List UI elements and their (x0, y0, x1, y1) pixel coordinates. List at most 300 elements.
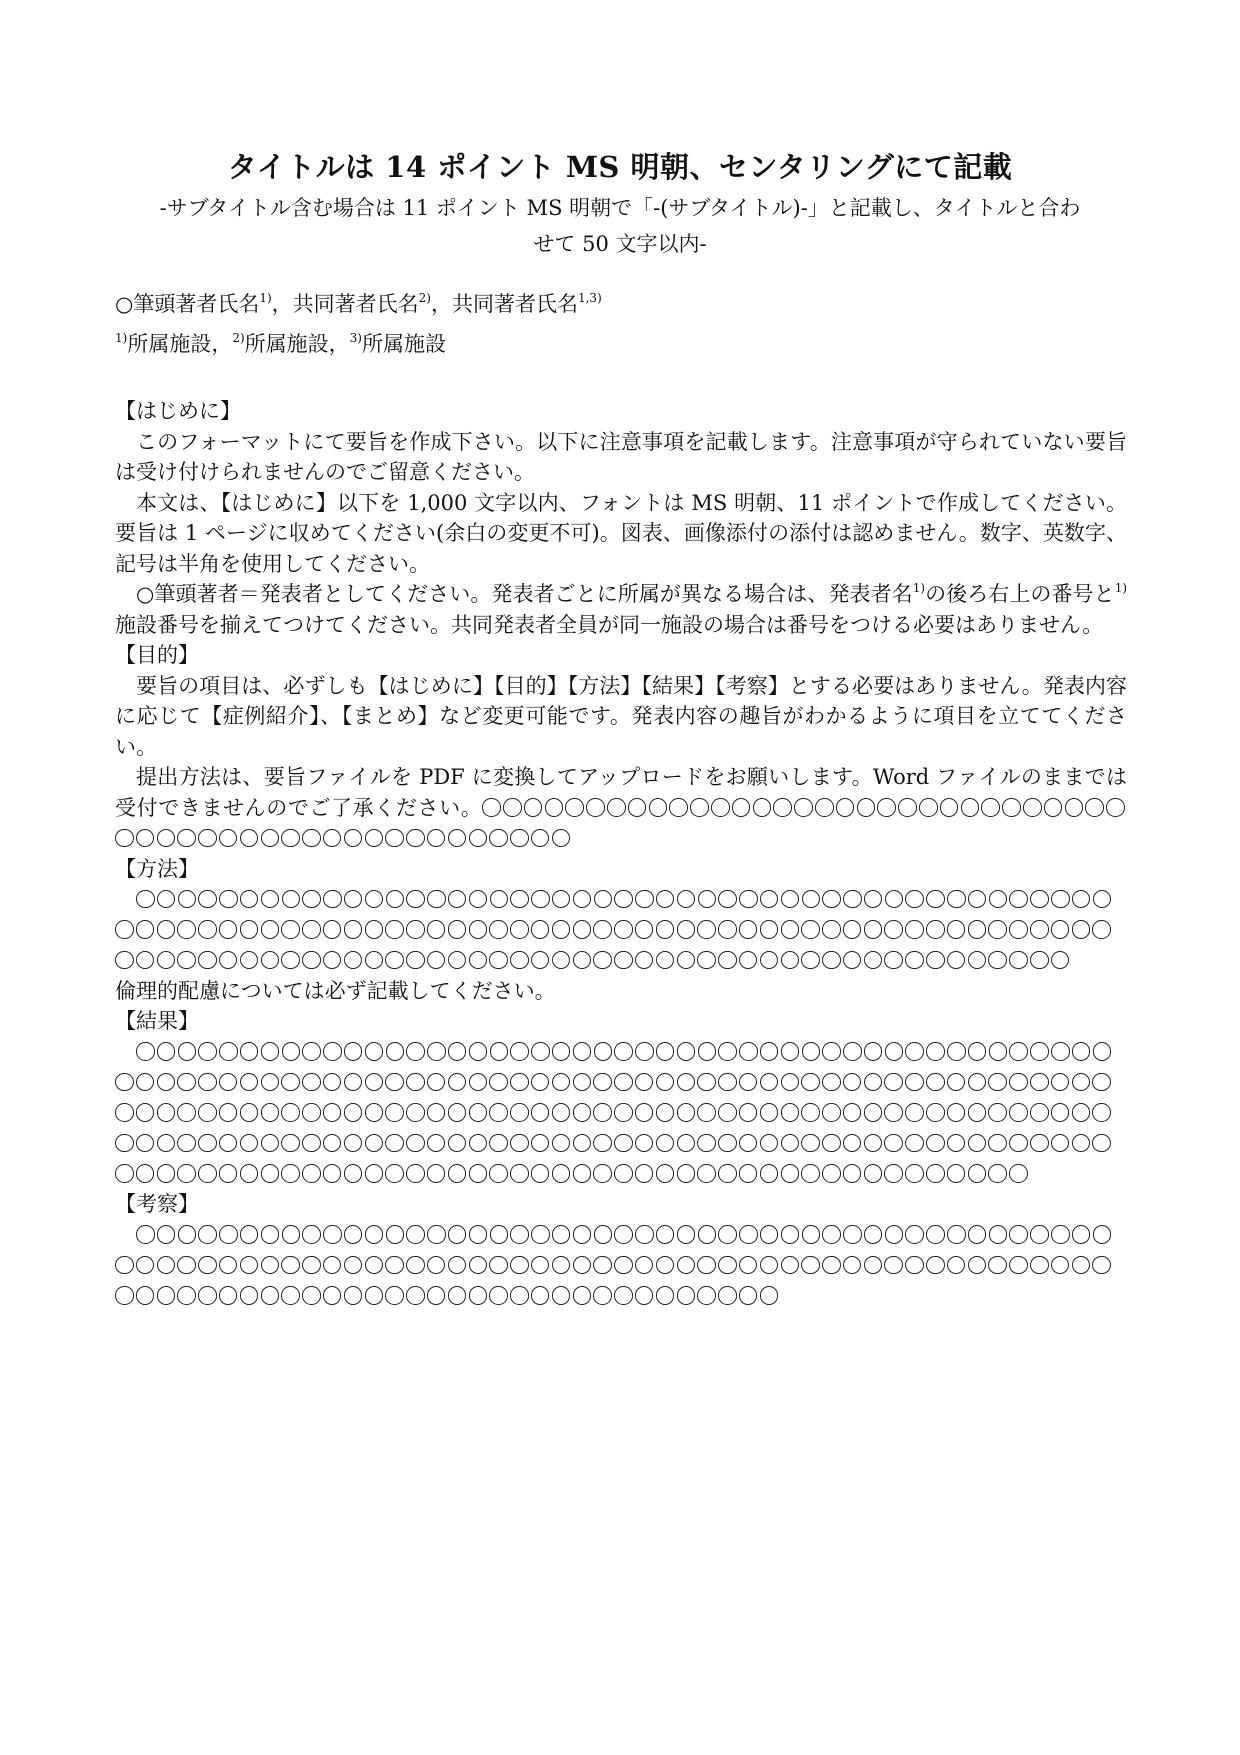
placeholder-circle (282, 1042, 301, 1061)
placeholder-circle (365, 1073, 384, 1092)
placeholder-circle (448, 920, 467, 939)
placeholder-circle (669, 798, 688, 817)
placeholder-circle (281, 1286, 300, 1305)
placeholder-circle (469, 890, 488, 909)
placeholder-circle (593, 1103, 612, 1122)
placeholder-circle (1085, 798, 1104, 817)
placeholder-circle (718, 1134, 737, 1153)
placeholder-circle (677, 1073, 696, 1092)
placeholder-circle (344, 1256, 363, 1275)
placeholder-circle (947, 920, 966, 939)
placeholder-circle (1072, 1073, 1091, 1092)
placeholder-circle (552, 1225, 571, 1244)
placeholder-circle (1051, 1073, 1070, 1092)
placeholder-circle (905, 1164, 924, 1183)
placeholder-circle (261, 829, 280, 848)
placeholder-circle (302, 920, 321, 939)
placeholder-circle (406, 920, 425, 939)
section-heading-intro: 【はじめに】 (115, 399, 241, 423)
placeholder-circle (448, 1225, 467, 1244)
placeholder-circle (510, 890, 529, 909)
placeholder-circle (1044, 798, 1063, 817)
placeholder-circle (489, 951, 508, 970)
placeholder-circle (323, 1073, 342, 1092)
placeholder-circle (1092, 1103, 1111, 1122)
placeholder-circle (365, 1286, 384, 1305)
placeholder-circle (302, 890, 321, 909)
placeholder-circle (219, 1256, 238, 1275)
placeholder-circle (614, 1134, 633, 1153)
placeholder-circle (365, 1103, 384, 1122)
abstract-body (115, 396, 1127, 1311)
placeholder-circle (1009, 1256, 1028, 1275)
placeholder-circle (822, 1073, 841, 1092)
placeholder-circle (406, 829, 425, 848)
placeholder-circle (489, 1073, 508, 1092)
placeholder-circle (427, 1042, 446, 1061)
placeholder-circle (510, 1103, 529, 1122)
placeholder-circle (157, 1073, 176, 1092)
placeholder-circle (427, 890, 446, 909)
placeholder-circle (385, 951, 404, 970)
placeholder-circle (469, 829, 488, 848)
placeholder-circle (968, 1225, 987, 1244)
placeholder-circle (843, 1256, 862, 1275)
placeholder-circle (781, 1042, 800, 1061)
placeholder-circle (1009, 1134, 1028, 1153)
placeholder-circle (261, 1073, 280, 1092)
placeholder-circle (884, 951, 903, 970)
placeholder-circle (261, 890, 280, 909)
placeholder-circle (1030, 951, 1049, 970)
placeholder-circle (157, 1164, 176, 1183)
placeholder-circle (385, 1286, 404, 1305)
placeholder-circle (552, 890, 571, 909)
placeholder-circle (961, 798, 980, 817)
placeholder-circle (240, 1134, 259, 1153)
placeholder-circle (781, 951, 800, 970)
author-line (115, 288, 602, 320)
placeholder-circle (157, 1042, 176, 1061)
placeholder-circle (593, 1286, 612, 1305)
placeholder-circle (1092, 1134, 1111, 1153)
placeholder-circle (843, 1164, 862, 1183)
placeholder-circle (281, 920, 300, 939)
placeholder-circle (864, 890, 883, 909)
placeholder-circle (136, 951, 155, 970)
results-placeholder (115, 1037, 1127, 1190)
placeholder-circle (926, 1042, 945, 1061)
placeholder-circle (884, 1134, 903, 1153)
intro-paragraph-2: 本文は、【はじめに】以下を 1,000 文字以内、フォントは MS 明朝、11 ポイントで作成してください。要旨は 1 ページに収めてください(余白の変更不可)。図表、画像添付の添付は認めません。数字、英数字、記号は半角を使用してください。 (115, 490, 1127, 576)
placeholder-circle (157, 1103, 176, 1122)
placeholder-circle (718, 1225, 737, 1244)
placeholder-circle (177, 1256, 196, 1275)
placeholder-circle (697, 1134, 716, 1153)
section-heading-discussion: 【考察】 (115, 1192, 199, 1216)
placeholder-circle (469, 1286, 488, 1305)
placeholder-circle (281, 1103, 300, 1122)
placeholder-circle (136, 1073, 155, 1092)
placeholder-circle (281, 1134, 300, 1153)
placeholder-circle (885, 890, 904, 909)
placeholder-circle (656, 1286, 675, 1305)
placeholder-circle (1093, 1042, 1112, 1061)
placeholder-circle (593, 951, 612, 970)
placeholder-circles (115, 887, 1113, 972)
placeholder-circle (677, 951, 696, 970)
affiliation-2-superscript: 2) (232, 331, 245, 345)
placeholder-circle (385, 920, 404, 939)
placeholder-circle (926, 1073, 945, 1092)
placeholder-circle (968, 1042, 987, 1061)
placeholder-circle (510, 1042, 529, 1061)
placeholder-circle (385, 1256, 404, 1275)
placeholder-circle (573, 920, 592, 939)
placeholder-circle (573, 1225, 592, 1244)
placeholder-circle (1072, 1134, 1091, 1153)
intro-paragraph-3 (115, 579, 1127, 640)
placeholder-circle (1051, 890, 1070, 909)
placeholder-circle (448, 1134, 467, 1153)
placeholder-circle (365, 920, 384, 939)
placeholder-circle (1051, 1225, 1070, 1244)
placeholder-circle (968, 1164, 987, 1183)
placeholder-circle (656, 1103, 675, 1122)
placeholder-circle (552, 1042, 571, 1061)
placeholder-circle (988, 951, 1007, 970)
placeholder-circle (178, 890, 197, 909)
placeholder-circle (385, 1103, 404, 1122)
placeholder-circle (1009, 1042, 1028, 1061)
placeholder-circle (281, 951, 300, 970)
placeholder-circle (635, 1103, 654, 1122)
placeholder-circle (857, 798, 876, 817)
placeholder-circle (531, 1256, 550, 1275)
placeholder-circle (323, 920, 342, 939)
placeholder-circle (406, 1256, 425, 1275)
placeholder-circle (614, 1286, 633, 1305)
abstract-subtitle: -サブタイトル含む場合は 11 ポイント MS 明朝で「-(サブタイトル)-」と記載し、タイトルと合わせて 50 文字以内- (159, 196, 1081, 256)
placeholder-circle (884, 1164, 903, 1183)
placeholder-circle (365, 829, 384, 848)
placeholder-circle (739, 1073, 758, 1092)
placeholder-circle (635, 1225, 654, 1244)
placeholder-circle (469, 920, 488, 939)
placeholder-circle (136, 1164, 155, 1183)
placeholder-circle (1009, 890, 1028, 909)
placeholder-circle (406, 1134, 425, 1153)
placeholder-circle (801, 1164, 820, 1183)
placeholder-circle (552, 1164, 571, 1183)
placeholder-circle (760, 1164, 779, 1183)
placeholder-circle (198, 920, 217, 939)
placeholder-circle (385, 1073, 404, 1092)
placeholder-circle (365, 890, 384, 909)
placeholder-circle (406, 1073, 425, 1092)
placeholder-circle (177, 1073, 196, 1092)
placeholder-circle (677, 920, 696, 939)
affiliation-line (115, 328, 446, 360)
placeholder-circle (115, 1286, 134, 1305)
placeholder-circle (1009, 920, 1028, 939)
placeholder-circle (552, 1073, 571, 1092)
placeholder-circle (1092, 1073, 1111, 1092)
placeholder-circle (573, 1164, 592, 1183)
placeholder-circle (136, 1225, 155, 1244)
placeholder-circle (718, 1164, 737, 1183)
placeholder-circle (677, 1103, 696, 1122)
placeholder-circle (531, 1103, 550, 1122)
placeholder-circle (926, 920, 945, 939)
placeholder-circle (884, 1073, 903, 1092)
placeholder-circle (614, 920, 633, 939)
placeholder-circle (594, 890, 613, 909)
placeholder-circle (178, 1225, 197, 1244)
placeholder-circle (781, 1164, 800, 1183)
placeholder-circle (469, 1042, 488, 1061)
placeholder-circle (531, 1164, 550, 1183)
placeholder-circle (864, 1164, 883, 1183)
placeholder-circle (593, 1134, 612, 1153)
section-heading-results: 【結果】 (115, 1009, 199, 1033)
placeholder-circle (261, 1286, 280, 1305)
placeholder-circle (302, 951, 321, 970)
placeholder-circles (115, 1040, 1113, 1186)
placeholder-circle (968, 920, 987, 939)
placeholder-circle (947, 1256, 966, 1275)
section-heading-method: 【方法】 (115, 856, 199, 881)
placeholder-circle (926, 1225, 945, 1244)
placeholder-circle (406, 1225, 425, 1244)
placeholder-circle (677, 1286, 696, 1305)
placeholder-circle (905, 1042, 924, 1061)
placeholder-circle (885, 1042, 904, 1061)
placeholder-circle (157, 1225, 176, 1244)
placeholder-circle (677, 1134, 696, 1153)
placeholder-circle (698, 890, 717, 909)
placeholder-circle (1009, 1225, 1028, 1244)
placeholder-circle (1002, 798, 1021, 817)
placeholder-circle (711, 798, 730, 817)
placeholder-circle (802, 890, 821, 909)
placeholder-circle (635, 951, 654, 970)
placeholder-circle (1092, 1256, 1111, 1275)
placeholder-circle (240, 1164, 259, 1183)
placeholder-circle (718, 951, 737, 970)
placeholder-circle (635, 1042, 654, 1061)
placeholder-circle (1065, 798, 1084, 817)
placeholder-circle (947, 890, 966, 909)
placeholder-circle (240, 1042, 259, 1061)
placeholder-circle (323, 1256, 342, 1275)
placeholder-circle (760, 1103, 779, 1122)
placeholder-circle (656, 920, 675, 939)
placeholder-circle (905, 1256, 924, 1275)
placeholder-circle (988, 920, 1007, 939)
placeholder-circle (489, 1286, 508, 1305)
placeholder-circle (926, 890, 945, 909)
method-ethics-note: 倫理的配慮については必ず記載してください。 (115, 978, 556, 1003)
placeholder-circle (1030, 1073, 1049, 1092)
placeholder-circle (981, 798, 1000, 817)
placeholder-circle (386, 1042, 405, 1061)
placeholder-circle (531, 1134, 550, 1153)
placeholder-circle (531, 1073, 550, 1092)
placeholder-circle (552, 1256, 571, 1275)
placeholder-circle (739, 951, 758, 970)
placeholder-circle (926, 1256, 945, 1275)
placeholder-circle (781, 1225, 800, 1244)
placeholder-circle (219, 1042, 238, 1061)
placeholder-circle (177, 829, 196, 848)
placeholder-circle (573, 890, 592, 909)
placeholder-circle (240, 920, 259, 939)
placeholder-circle (753, 798, 772, 817)
placeholder-circle (157, 951, 176, 970)
placeholder-circle (822, 1103, 841, 1122)
placeholder-circle (968, 1073, 987, 1092)
placeholder-circle (593, 1164, 612, 1183)
placeholder-circle (988, 1103, 1007, 1122)
placeholder-circle (947, 1164, 966, 1183)
placeholder-circle (635, 920, 654, 939)
placeholder-circle (801, 951, 820, 970)
author-1: 筆頭著者氏名 (133, 292, 260, 316)
placeholder-circle (988, 1134, 1007, 1153)
placeholder-circle (427, 829, 446, 848)
placeholder-circle (677, 1042, 696, 1061)
placeholder-circle (905, 1073, 924, 1092)
placeholder-circle (573, 1073, 592, 1092)
placeholder-circle (635, 1134, 654, 1153)
placeholder-circle (302, 1164, 321, 1183)
placeholder-circle (552, 1134, 571, 1153)
placeholder-circle (968, 1134, 987, 1153)
placeholder-circle (594, 1225, 613, 1244)
placeholder-circle (323, 1286, 342, 1305)
placeholder-circle (448, 829, 467, 848)
placeholder-circle (968, 951, 987, 970)
placeholder-circle (219, 1286, 238, 1305)
placeholder-circle (490, 1225, 509, 1244)
placeholder-circle (802, 1225, 821, 1244)
placeholder-circle (1030, 890, 1049, 909)
placeholder-circle (989, 890, 1008, 909)
placeholder-circle (198, 1164, 217, 1183)
placeholder-circle (282, 890, 301, 909)
placeholder-circle (565, 798, 584, 817)
placeholder-circle (926, 951, 945, 970)
placeholder-circle (1023, 798, 1042, 817)
placeholder-circle (822, 1042, 841, 1061)
placeholder-circle (136, 1134, 155, 1153)
placeholder-circle (822, 920, 841, 939)
placeholder-circle (864, 920, 883, 939)
placeholder-circle (198, 1103, 217, 1122)
placeholder-circle (926, 1103, 945, 1122)
intro-paragraph-3-text-b: の後ろ右上の番号と (925, 582, 1115, 606)
placeholder-circle (136, 829, 155, 848)
placeholder-circle (136, 890, 155, 909)
placeholder-circle (489, 1103, 508, 1122)
placeholder-circle (926, 1134, 945, 1153)
placeholder-circle (469, 1256, 488, 1275)
placeholder-circle (177, 1164, 196, 1183)
placeholder-circle (656, 951, 675, 970)
placeholder-circle (177, 1134, 196, 1153)
placeholder-circle (1030, 1134, 1049, 1153)
placeholder-circle (510, 1225, 529, 1244)
placeholder-circle (157, 920, 176, 939)
placeholder-circle (989, 1225, 1008, 1244)
placeholder-circle (1093, 1225, 1112, 1244)
placeholder-circle (302, 1225, 321, 1244)
placeholder-circle (614, 951, 633, 970)
placeholder-circle (947, 1073, 966, 1092)
placeholder-circle (469, 1164, 488, 1183)
placeholder-circle (947, 951, 966, 970)
placeholder-circle (510, 829, 529, 848)
placeholder-circle (490, 890, 509, 909)
intro-paragraph-3-text-c: 施設番号を揃えてつけてください。共同発表者全員が同一施設の場合は番号をつける必要はありません。 (115, 612, 1104, 637)
placeholder-circle (344, 1225, 363, 1244)
placeholder-circle (586, 798, 605, 817)
placeholder-circle (344, 1134, 363, 1153)
placeholder-circle (448, 1042, 467, 1061)
placeholder-circle (1051, 1042, 1070, 1061)
placeholder-circle (177, 1286, 196, 1305)
placeholder-circle (905, 951, 924, 970)
placeholder-circle (240, 1103, 259, 1122)
placeholder-circle (261, 920, 280, 939)
placeholder-circle (552, 920, 571, 939)
author-1-superscript: 1) (259, 291, 272, 305)
placeholder-circle (614, 1073, 633, 1092)
abstract-title: タイトルは 14 ポイント MS 明朝、センタリングにて記載 (227, 150, 1013, 184)
placeholder-circle (448, 1073, 467, 1092)
placeholder-circle (427, 1073, 446, 1092)
placeholder-circles (115, 1223, 1113, 1308)
placeholder-circle (385, 1134, 404, 1153)
placeholder-circle (198, 1073, 217, 1092)
placeholder-circle (136, 1042, 155, 1061)
placeholder-circle (1009, 951, 1028, 970)
placeholder-circle (427, 1103, 446, 1122)
placeholder-circle (1030, 920, 1049, 939)
placeholder-circle (635, 1164, 654, 1183)
placeholder-circle (323, 1042, 342, 1061)
placeholder-circle (365, 1134, 384, 1153)
placeholder-circle (385, 1164, 404, 1183)
affiliation-1: 所属施設， (127, 332, 233, 356)
placeholder-circle (988, 1073, 1007, 1092)
placeholder-circle (635, 1256, 654, 1275)
placeholder-circle (448, 890, 467, 909)
placeholder-circle (115, 1073, 134, 1092)
placeholder-circle (136, 1286, 155, 1305)
placeholder-circle (469, 1073, 488, 1092)
placeholder-circle (406, 1042, 425, 1061)
placeholder-circle (489, 1256, 508, 1275)
placeholder-circle (822, 1225, 841, 1244)
placeholder-circle (427, 1225, 446, 1244)
intro-paragraph-1: このフォーマットにて要旨を作成下さい。以下に注意事項を記載します。注意事項が守られていない要旨は受け付けられませんのでご留意ください。 (115, 429, 1127, 484)
placeholder-circle (940, 798, 959, 817)
placeholder-circle (489, 1164, 508, 1183)
placeholder-circle (531, 1286, 550, 1305)
placeholder-circle (773, 798, 792, 817)
